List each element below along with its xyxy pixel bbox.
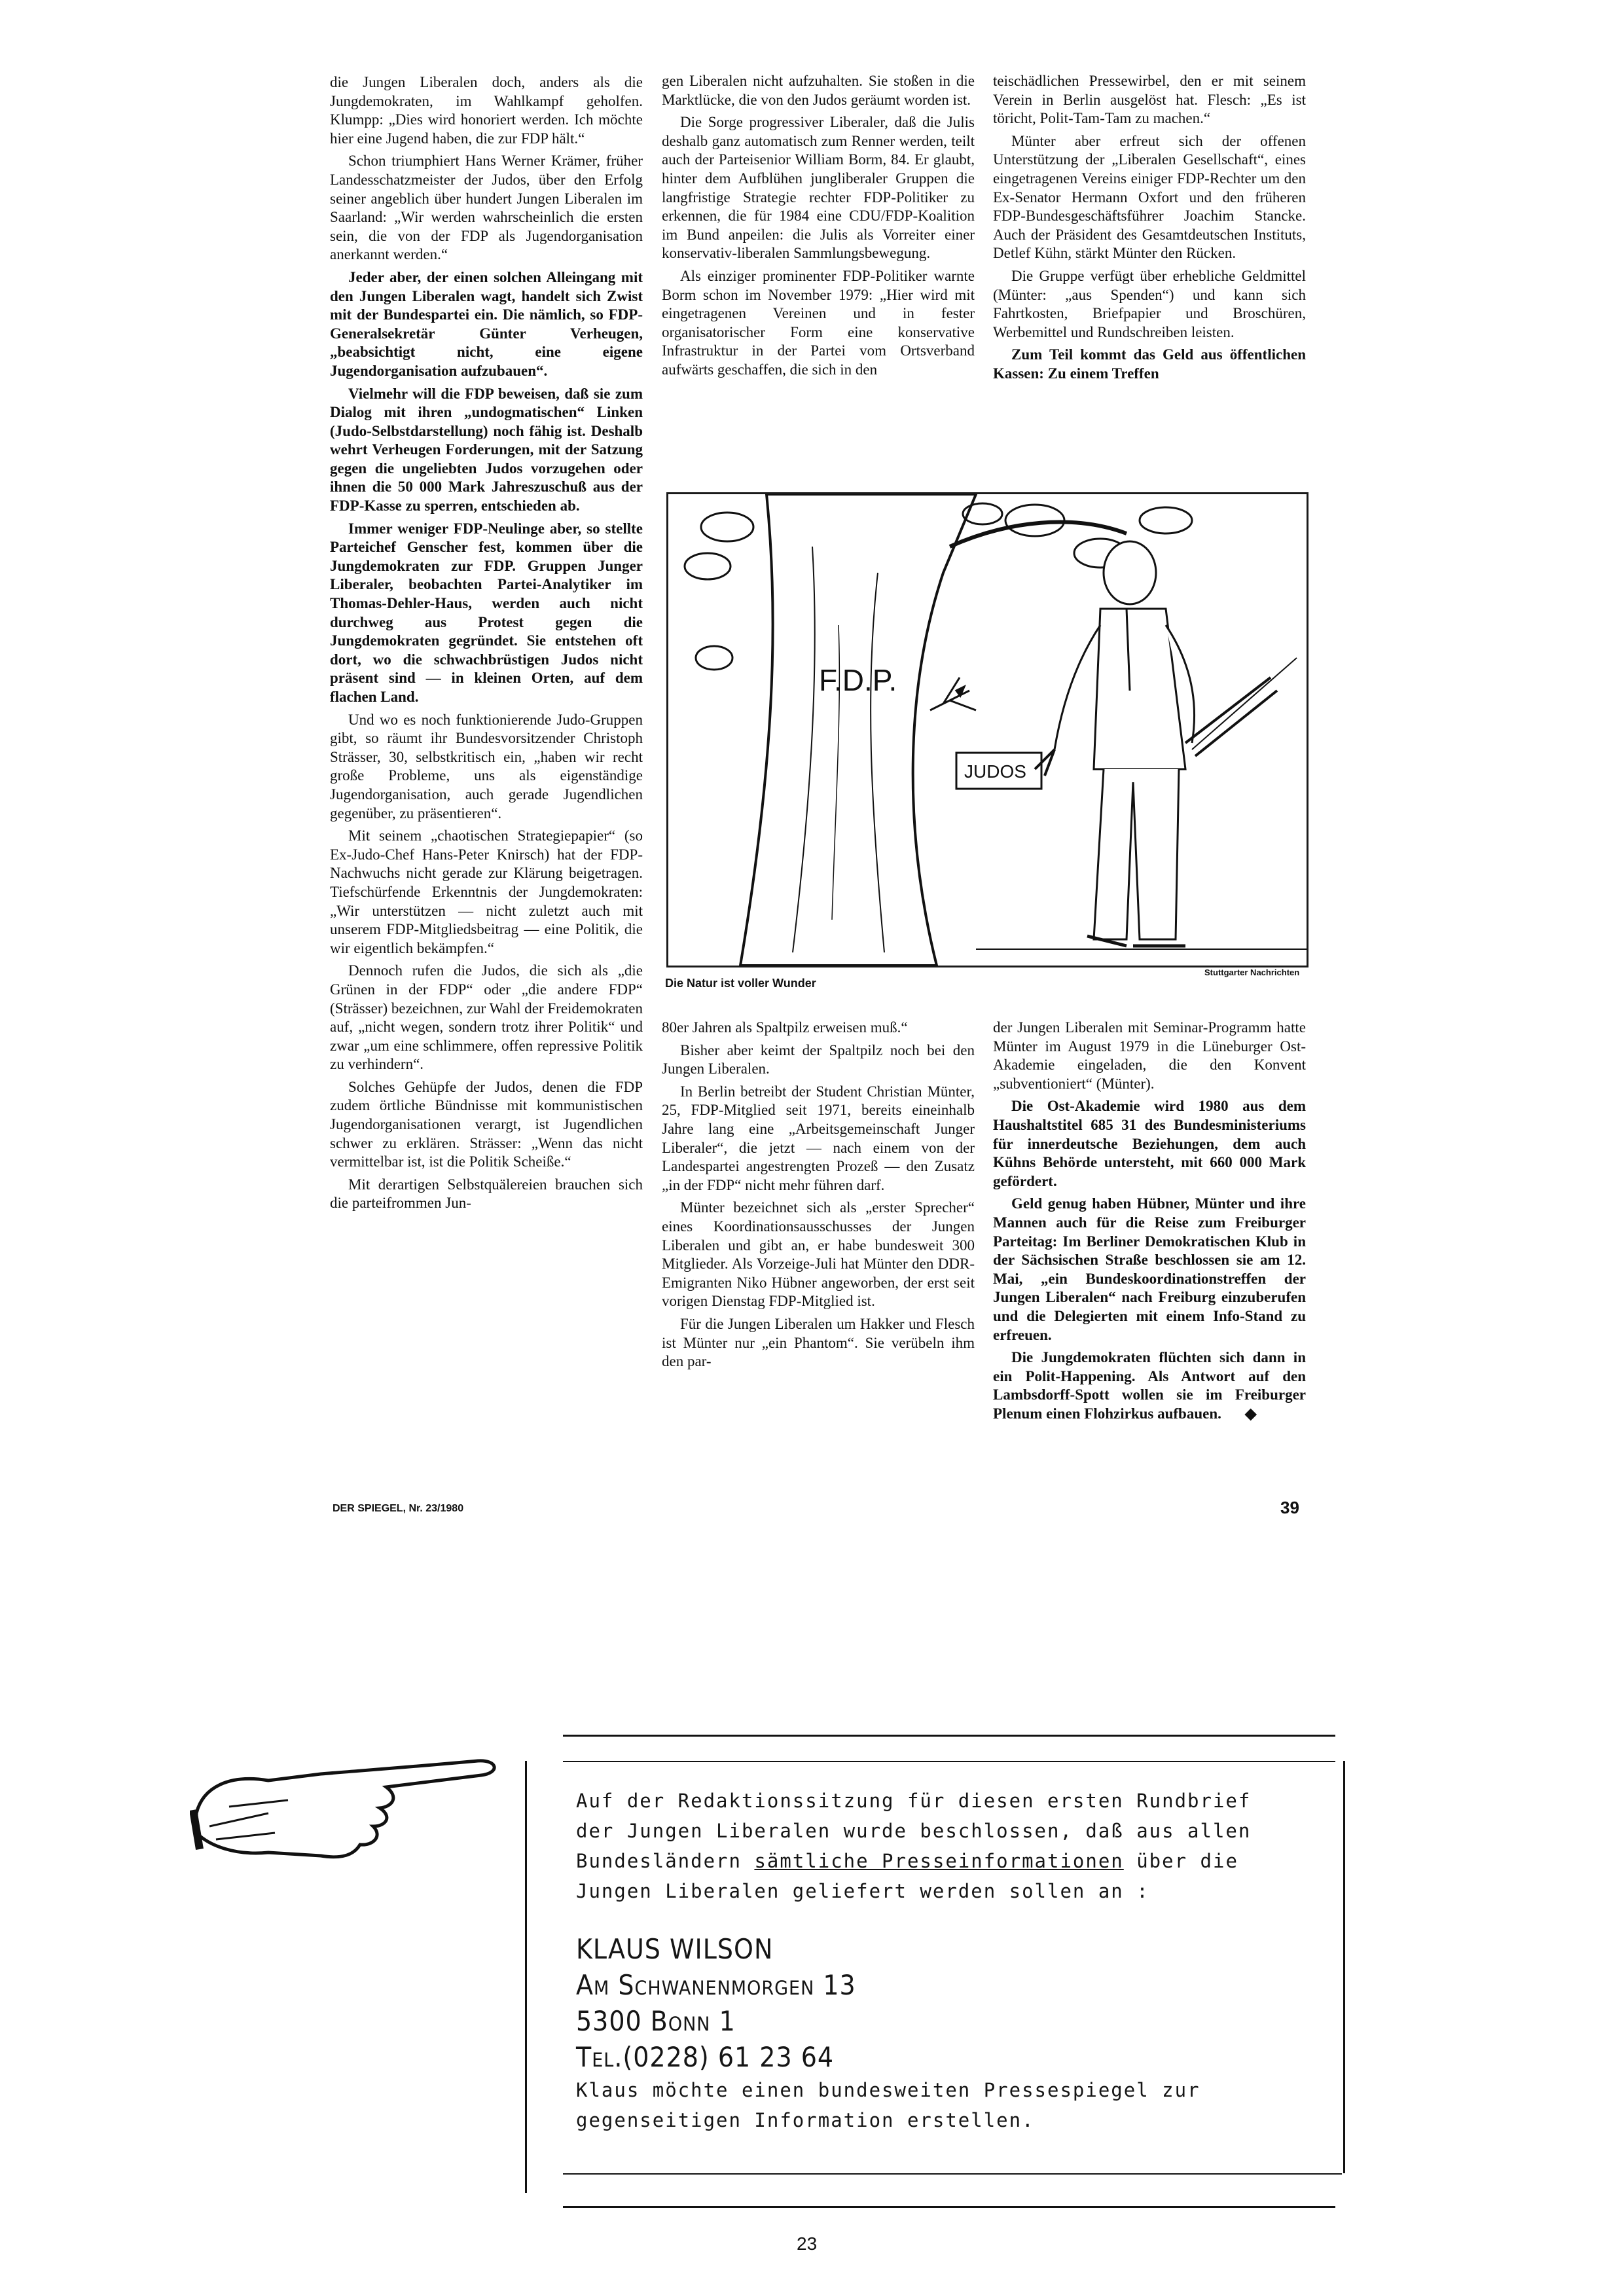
article-column-1 [330, 73, 643, 1217]
paragraph: Vielmehr will die FDP beweisen, daß sie zum Dialog mit ihren „undogmatischen“ Linken (Judo-Selbstdarstellung) noch fähig ist. Deshalb wehrt Verheugen Forderungen, mit der Satzung gegen die ungeliebten Judos vorzugehen oder ihnen die 50 000 Mark Jahreszuschuß aus der FDP-Kasse zu sperren, entschieden ab. [330, 385, 643, 515]
paragraph [993, 1348, 1306, 1423]
page-number: 23 [797, 2233, 818, 2254]
paragraph: gen Liberalen nicht aufzuhalten. Sie stoßen in die Marktlücke, die von den Judos geräumt worden ist. [662, 73, 975, 108]
notice-line: Auf der Redaktionssitzung für diesen ersten Rundbrief [576, 1790, 1252, 1812]
paragraph: Schon triumphiert Hans Werner Krämer, früher Landesschatzmeister der Judos, über den Erfolg seiner angeblich über hundert Jungen Liberalen im Saarland: „Wir werden wahrscheinlich die ersten sein, die von der FDP als Jugendorganisation anerkannt werden.“ [330, 153, 643, 263]
paragraph: Immer weniger FDP-Neulinge aber, so stellte Parteichef Genscher fest, kommen über die Jungdemokraten zur FDP. Gruppen Junger Liberaler, beobachten Partei-Analytiker im Thomas-Dehler-Haus, werden auch nicht durchweg aus Protest gegen die Jungdemokraten gegründet. Sie entstehen oft dort, wo die schwachbrüstigen Judos nicht präsent sind — in kleinen Orten, auf dem flachen Land. [330, 520, 643, 705]
address-name: KLAUS WILSON [576, 1933, 774, 1965]
paragraph: Jeder aber, der einen solchen Alleingang mit den Jungen Liberalen wagt, handelt sich Zwist mit der Bundespartei ein. Die nämlich, so FDP-Generalsekretär Günter Verheugen, „beabsichtigt nicht, eine eigene Jugendorganisation aufzubauen“. [330, 268, 643, 379]
notice-text-part: Klaus möchte einen bundesweiten [576, 2079, 984, 2101]
notice-line: der Jungen Liberalen wurde beschlossen, daß aus allen [576, 1820, 1252, 1842]
article-column-2 [662, 72, 975, 384]
cartoon-credit: Stuttgarter Nachrichten [1204, 967, 1300, 977]
notice-text-bottom [576, 2075, 1316, 2135]
paragraph: Als einziger prominenter FDP-Politiker warnte Borm schon im November 1979: „Hier wird mit eingetragenen Vereinen und in fester organisatorischer Form eine konservative Infrastruktur in der Partei vom Ortsverband aufwärts geschaffen, die sich in den [662, 267, 975, 378]
article-column-3-lower [993, 1019, 1306, 1427]
paragraph: In Berlin betreibt der Student Christian Münter, 25, FDP-Mitglied seit 1971, bereits eineinhalb Jahre lang eine „Arbeitsgemeinschaft Junger Liberaler“, die jetzt — nach einem von der Landespartei angestrengten Prozeß — den Zusatz „in der FDP“ nicht mehr führen darf. [662, 1083, 975, 1193]
notice-line: Jungen Liberalen geliefert werden sollen an : [576, 1880, 1149, 1902]
paragraph: die Jungen Liberalen doch, anders als die Jungdemokraten, im Wahlkampf geholfen. Klumpp: „Dies wird honoriert werden. Ich möchte hier eine Jugend haben, die zur FDP hält.“ [330, 74, 643, 147]
paragraph: Solches Gehüpfe der Judos, denen die FDP zudem örtliche Bündnisse mit kommunistischen Jugendorganisationen verargt, ist Jugendlichen schwer zu erklären. Strässer: „Wenn das nicht vermittelbar ist, ist die Politik Scheiße.“ [330, 1078, 643, 1170]
notice-top-rule [563, 1735, 1335, 1737]
tree-label: F.D.P. [819, 663, 897, 697]
notice-left-rule [525, 1761, 527, 2193]
notice-bottom-rule-inner [563, 2173, 1342, 2175]
paragraph: Geld genug haben Hübner, Münter und ihre Mannen auch für die Reise zum Freiburger Parteitag: Im Berliner Demokratischen Klub in der Sächsischen Straße beschlossen sie am 12. Mai, „ein Bundeskoordinationstreffen der Jungen Liberalen“ nach Freiburg einzuberufen und die Delegierten mit einem Info-Stand zu erfreuen. [993, 1195, 1306, 1343]
notice-text-part: zur [1149, 2079, 1200, 2101]
notice-line [576, 1846, 1316, 1876]
paragraph: 80er Jahren als Spaltpilz erweisen muß.“ [662, 1019, 908, 1036]
notice-top-rule-inner [563, 1761, 1335, 1762]
paragraph: der Jungen Liberalen mit Seminar-Programm hatte Münter im August 1979 in die Lüneburger Ost-Akademie eingeladen, die den Konvent „subventioniert“ (Münter). [993, 1019, 1306, 1092]
address-street: Am Schwanenmorgen 13 [576, 1969, 856, 2001]
paragraph-text: Die Jungdemokraten flüchten sich dann in ein Polit-Happening. Als Antwort auf den Lambsdorff-Spott wollen sie im Freiburger Plenum einen Flohzirkus aufbauen. [993, 1349, 1306, 1422]
paragraph: Dennoch rufen die Judos, die sich als „die Grünen in der FDP“ oder „die andere FDP“ (Strässer) bezeichnen, zur Wahl der Freidemokraten auf, „nicht wegen, sondern trotz ihrer Politik“ und zwar „um eine schlimmere, offen repressive Politik zu verhindern“. [330, 962, 643, 1073]
notice-right-rule [1343, 1761, 1345, 2173]
notice-text [576, 1786, 1316, 1906]
paragraph: Münter bezeichnet sich als „erster Sprecher“ eines Koordinationsausschusses der Jungen Liberalen und gibt an, er habe bundesweit 300 Mitglieder. Als Vorzeige-Juli hat Münter den DDR-Emigranten Niko Hübner angeworben, der erst seit vorigen Dienstag FDP-Mitglied ist. [662, 1199, 975, 1310]
paragraph: Zum Teil kommt das Geld aus öffentlichen Kassen: Zu einem Treffen [993, 346, 1306, 382]
notice-line: gegenseitigen Information erstellen. [576, 2109, 1035, 2131]
paragraph: Die Ost-Akademie wird 1980 aus dem Haushaltstitel 685 31 des Bundesministeriums für innerdeutsche Beziehungen, dem auch Kühns Behörde untersteht, mit 660 000 Mark gefördert. [993, 1098, 1306, 1189]
article-column-2-lower [662, 1019, 975, 1375]
notice-text-part: Bundesländern [576, 1850, 755, 1872]
notice-bottom-rule [563, 2206, 1335, 2208]
end-mark: ◆ [1244, 1405, 1257, 1422]
article-column-3 [993, 72, 1306, 388]
cartoon-caption: Die Natur ist voller Wunder [665, 977, 816, 990]
address-phone: Tel.(0228) 61 23 64 [576, 2041, 835, 2073]
paragraph: teischädlichen Pressewirbel, den er mit seinem Verein in Berlin ausgelöst hat. Flesch: „Es ist töricht, Polit-Tam-Tam zu machen.“ [993, 73, 1306, 127]
address-city: 5300 Bonn 1 [576, 2005, 736, 2037]
paragraph: Mit derartigen Selbstquälereien brauchen sich die parteifrommen Jun- [330, 1176, 643, 1212]
pointing-hand-icon [190, 1735, 504, 1866]
notice-line [576, 2075, 1316, 2105]
paragraph: Bisher aber keimt der Spaltpilz noch bei den Jungen Liberalen. [662, 1041, 975, 1077]
paragraph: Für die Jungen Liberalen um Hakker und Flesch ist Münter nur „ein Phantom“. Sie verübeln ihm den par- [662, 1315, 975, 1370]
paragraph: Und wo es noch funktionierende Judo-Gruppen gibt, so räumt ihr Bundesvorsitzender Christoph Strässer, 30, selbstkritisch ein, „haben wir recht große Probleme, uns als eigenständige Jugendorganisation, auch gerade Jugendlichen gegenüber, zu präsentieren“. [330, 711, 643, 822]
man-figure [1035, 541, 1297, 946]
cartoon-drawing [668, 494, 1307, 966]
paragraph: Mit seinem „chaotischen Strategiepapier“ (so Ex-Judo-Chef Hans-Peter Knirsch) hat der FDP-Nachwuchs nicht gerade zur Klärung beigetragen. Tiefschürfende Erkenntnis der Jungdemokraten: „Wir unterstützen — nicht zuletzt auch mit unserem FDP-Mitgliedsbeitrag — eine Politik, die wir eigentlich bekämpfen.“ [330, 827, 643, 956]
contact-address [576, 1931, 856, 2075]
source-page-number: 39 [1280, 1498, 1299, 1517]
notice-emphasis: Pressespiegel [983, 2079, 1149, 2101]
source-footer: DER SPIEGEL, Nr. 23/1980 [333, 1503, 464, 1514]
cartoon-illustration [666, 492, 1308, 967]
paragraph: Die Sorge progressiver Liberaler, daß die Julis deshalb ganz automatisch zum Renner werden, teilt auch der Parteisenior William Borm, 84. Er glaubt, hinter dem Aufblühen jungliberaler Gruppen die langfristige Strategie rechter FDP-Politiker zu erkennen, die für 1984 eine CDU/FDP-Koalition im Bund anpeilen: die Julis als Vorreiter einer konservativ-liberalen Sammlungsbewegung. [662, 114, 975, 262]
notice-emphasis: sämtliche Presseinformationen [754, 1850, 1124, 1872]
notice-text-part: über die [1123, 1850, 1238, 1872]
judos-sign-label: JUDOS [964, 761, 1026, 782]
paragraph: Münter aber erfreut sich der offenen Unterstützung der „Liberalen Gesellschaft“, eines eingetragenen Vereins einiger FDP-Rechter um den Ex-Senator Hermann Oxfort und den früheren FDP-Bundesgeschäftsführer Joachim Stancke. Auch der Präsident des Gesamtdeutschen Instituts, Detlef Kühn, stärkt Münter den Rücken. [993, 132, 1306, 262]
paragraph: Die Gruppe verfügt über erhebliche Geldmittel (Münter: „aus Spenden“) und kann sich Fahrtkosten, Briefpapier und Broschüren, Werbemittel und Rundschreiben leisten. [993, 267, 1306, 340]
